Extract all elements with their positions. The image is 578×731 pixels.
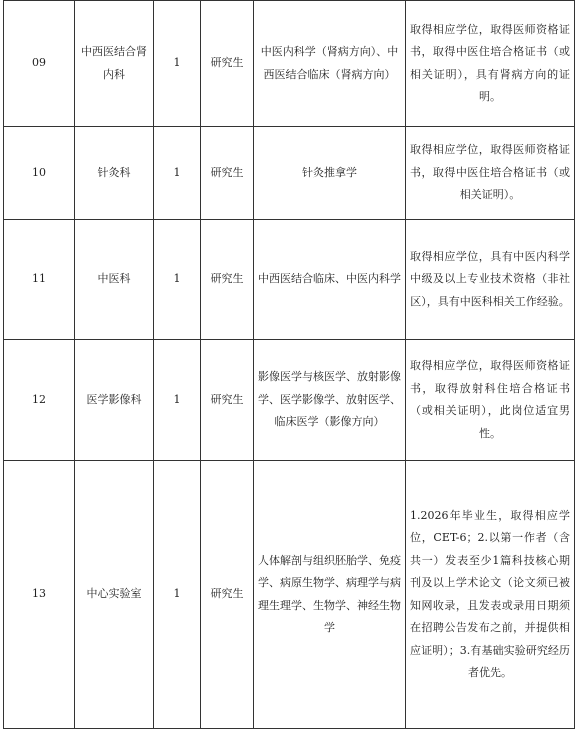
education: 研究生: [201, 127, 254, 220]
education: 研究生: [201, 220, 254, 340]
requirements: 取得相应学位，具有中医内科学中级及以上专业技术资格（非社区），具有中医科相关工作经验。: [406, 220, 575, 340]
headcount: 1: [154, 127, 201, 220]
department: 中西医结合肾内科: [75, 1, 154, 127]
position-number: 09: [4, 1, 75, 127]
requirements: 取得相应学位，取得医师资格证书，取得中医住培合格证书（或相关证明）。: [406, 127, 575, 220]
department: 中心实验室: [75, 461, 154, 729]
table-row: [4, 340, 575, 461]
headcount: 1: [154, 461, 201, 729]
department: 中医科: [75, 220, 154, 340]
major: 中医内科学（肾病方向）、中西医结合临床（肾病方向）: [254, 1, 406, 127]
position-number: 10: [4, 127, 75, 220]
education: 研究生: [201, 1, 254, 127]
position-number: 13: [4, 461, 75, 729]
requirements: 取得相应学位，取得医师资格证书，取得中医住培合格证书（或相关证明），具有肾病方向的证明。: [406, 1, 575, 127]
education: 研究生: [201, 340, 254, 461]
education: 研究生: [201, 461, 254, 729]
department: 针灸科: [75, 127, 154, 220]
requirements: 1.2026年毕业生，取得相应学位，CET-6；2.以第一作者（含共一）发表至少1篇科技核心期刊及以上学术论文（论文须已被知网收录，且发表或录用日期须在招聘公告发布之前，并提供相应证明）；3.有基础实验研究经历者优先。: [406, 461, 575, 729]
major: 影像医学与核医学、放射影像学、医学影像学、放射医学、临床医学（影像方向）: [254, 340, 406, 461]
headcount: 1: [154, 1, 201, 127]
major: 针灸推拿学: [254, 127, 406, 220]
table-row: [4, 1, 575, 127]
table-row: [4, 461, 575, 729]
position-number: 11: [4, 220, 75, 340]
requirements: 取得相应学位，取得医师资格证书，取得放射科住培合格证书（或相关证明），此岗位适宜男性。: [406, 340, 575, 461]
major: 人体解剖与组织胚胎学、免疫学、病原生物学、病理学与病理生理学、生物学、神经生物学: [254, 461, 406, 729]
major: 中西医结合临床、中医内科学: [254, 220, 406, 340]
table-row: [4, 220, 575, 340]
recruitment-table: [3, 0, 575, 729]
table-row: [4, 127, 575, 220]
department: 医学影像科: [75, 340, 154, 461]
position-number: 12: [4, 340, 75, 461]
headcount: 1: [154, 220, 201, 340]
headcount: 1: [154, 340, 201, 461]
